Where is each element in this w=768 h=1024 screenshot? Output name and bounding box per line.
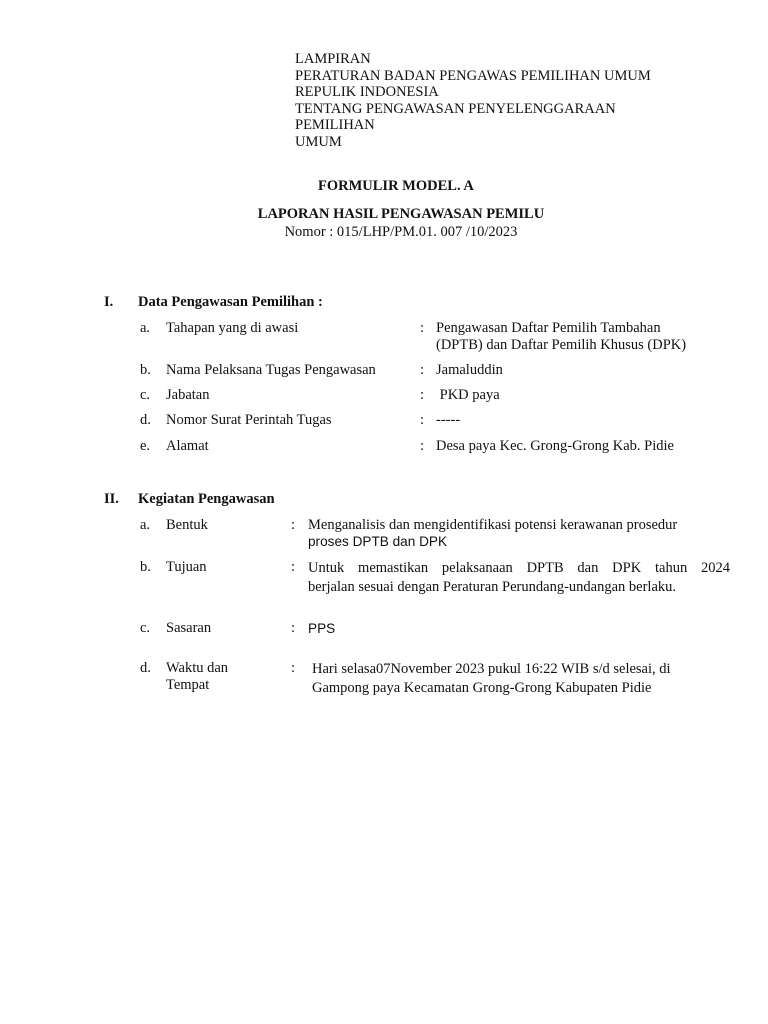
item-letter: b. [140, 362, 151, 378]
item-letter: c. [140, 387, 151, 403]
item-label: Tahapan yang di awasi [166, 320, 299, 336]
item-label: Jabatan [166, 387, 210, 403]
item-separator: : [291, 660, 296, 676]
item-separator: : [420, 438, 425, 454]
header-line: UMUM [295, 133, 342, 150]
value-line: Pengawasan Daftar Pemilih Tambahan [436, 320, 661, 336]
item-letter: a. [140, 517, 151, 533]
item-separator: : [420, 412, 425, 428]
item-label: Tujuan [166, 559, 207, 575]
header-line: PERATURAN BADAN PENGAWAS PEMILIHAN UMUM [295, 67, 651, 84]
item-label: Alamat [166, 438, 209, 454]
report-title: LAPORAN HASIL PENGAWASAN PEMILU [257, 206, 545, 222]
header-line: PEMILIHAN [295, 117, 375, 134]
label-line: Tempat [166, 676, 210, 693]
item-separator: : [420, 387, 425, 403]
item-label: Nama Pelaksana Tugas Pengawasan [166, 362, 376, 378]
item-value: Jamaluddin [436, 362, 503, 378]
section2-number: II. [104, 491, 119, 507]
value-line: Hari selasa07November 2023 pukul 16:22 WIB s/d selesai, di [312, 661, 671, 677]
item-label: Bentuk [166, 517, 208, 533]
item-letter: a. [140, 320, 151, 336]
header-line: LAMPIRAN [295, 51, 371, 67]
item-separator: : [291, 517, 296, 533]
lampiran-header [295, 51, 651, 151]
item-label: Sasaran [166, 620, 212, 636]
item-label: Nomor Surat Perintah Tugas [166, 412, 332, 428]
item-separator: : [291, 559, 296, 575]
header-line: REPULIK INDONESIA [295, 84, 439, 101]
section1-title: Data Pengawasan Pemilihan : [138, 294, 323, 310]
value-line: (DPTB) dan Daftar Pemilih Khusus (DPK) [436, 337, 687, 353]
item-value [308, 517, 677, 550]
item-separator: : [291, 620, 296, 636]
item-letter: d. [140, 660, 151, 676]
item-value: PPS [308, 621, 336, 636]
item-value: PKD paya [436, 387, 500, 403]
value-line: berjalan sesuai dengan Peraturan Perundang-undangan berlaku. [308, 579, 677, 595]
value-line: Untuk memastikan pelaksanaan DPTB dan DPK tahun 2024 [308, 560, 730, 576]
form-title: FORMULIR MODEL. A [318, 178, 474, 194]
section1-number: I. [104, 294, 114, 310]
item-value: Desa paya Kec. Grong-Grong Kab. Pidie [436, 438, 674, 454]
header-line: TENTANG PENGAWASAN PENYELENGGARAAN [295, 100, 616, 117]
value-line: proses DPTB dan DPK [308, 533, 448, 549]
item-value [312, 660, 671, 698]
item-letter: b. [140, 559, 151, 575]
item-value: ----- [436, 412, 461, 428]
item-letter: c. [140, 620, 151, 636]
report-number: Nomor : 015/LHP/PM.01. 007 /10/2023 [284, 224, 518, 240]
item-separator: : [420, 320, 425, 336]
value-line: Gampong paya Kecamatan Grong-Grong Kabupaten Pidie [312, 680, 652, 696]
item-letter: d. [140, 412, 151, 428]
value-line: Menganalisis dan mengidentifikasi potensi kerawanan prosedur [308, 517, 678, 533]
item-value [436, 320, 686, 354]
item-letter: e. [140, 438, 151, 454]
section2-title: Kegiatan Pengawasan [138, 491, 275, 507]
label-line: Waktu dan [166, 660, 229, 676]
item-label [166, 660, 228, 693]
item-separator: : [420, 362, 425, 378]
item-value [308, 559, 730, 597]
